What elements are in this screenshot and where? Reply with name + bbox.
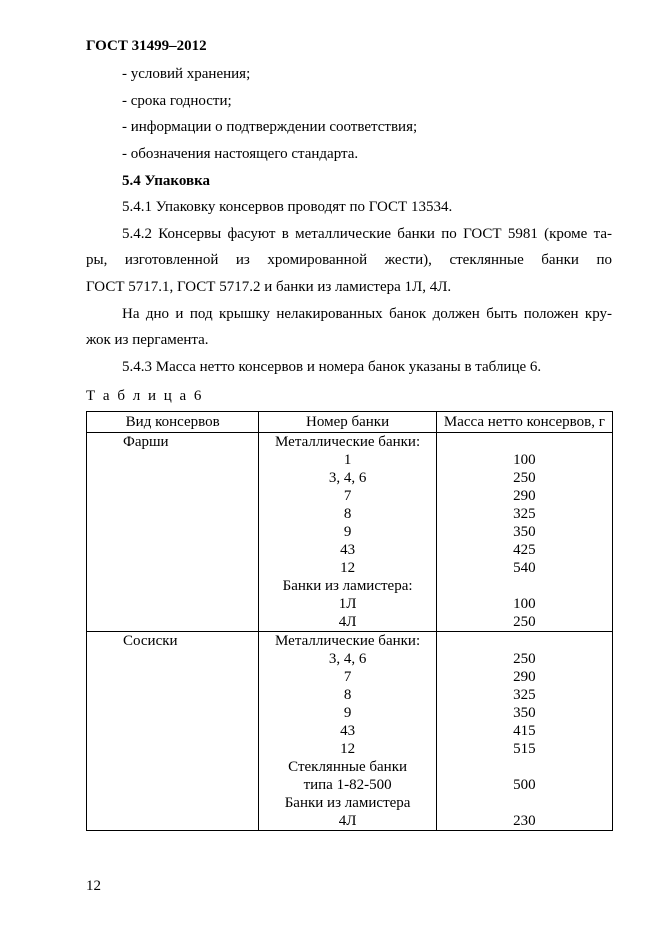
paragraph-bottom-line2: жок из пергамента. [86,332,209,348]
can-number: 9 [343,705,352,721]
can-number: 1Л [338,596,357,612]
can-number: 43 [340,542,356,558]
document-header: ГОСТ 31499–2012 [86,38,207,54]
net-mass: 415 [513,723,536,739]
can-number-cell [259,632,436,831]
can-number: Металлические банки: [275,434,421,450]
kind-cell: Фарши [87,433,259,632]
kind-cell: Сосиски [87,632,259,831]
paragraph-5-4-2-line3: ГОСТ 5717.1, ГОСТ 5717.2 и банки из ламистера 1Л, 4Л. [86,279,452,295]
can-number: 1 [343,452,352,468]
can-number: 4Л [338,813,357,829]
column-header-net-mass: Масса нетто консервов, г [436,412,612,433]
can-number-cell [259,433,436,632]
list-item: - обозначения настоящего стандарта. [122,146,359,162]
net-mass [437,632,612,650]
can-number: 7 [343,488,352,504]
paragraph-5-4-2-line1: 5.4.2 Консервы фасуют в металлические банки по ГОСТ 5981 (кроме та- [122,226,612,242]
can-number: Металлические банки: [275,633,421,649]
list-item: - срока годности; [122,93,232,109]
can-number: Банки из ламистера [284,795,411,811]
column-header-can-number: Номер банки [259,412,436,433]
paragraph-5-4-2-line2: ры, изготовленной из хромированной жести), стеклянные банки по [86,252,612,268]
table-6 [86,411,613,831]
table-row [87,632,613,831]
net-mass: 425 [513,542,536,558]
section-heading: 5.4 Упаковка [122,173,211,189]
net-mass: 290 [513,488,536,504]
net-mass [437,794,612,812]
net-mass: 250 [513,614,536,630]
net-mass: 100 [513,596,536,612]
can-number: 43 [340,723,356,739]
net-mass: 325 [513,687,536,703]
can-number: 4Л [338,614,357,630]
can-number: Стеклянные банки [288,759,408,775]
net-mass [437,577,612,595]
can-number: 9 [343,524,352,540]
can-number: 8 [343,687,352,703]
net-mass: 290 [513,669,536,685]
net-mass: 350 [513,524,536,540]
table-caption: Т а б л и ц а 6 [86,388,204,404]
can-number: 3, 4, 6 [328,651,367,667]
net-mass: 500 [513,777,536,793]
can-number: Банки из ламистера: [282,578,413,594]
net-mass: 230 [513,813,536,829]
can-number: 3, 4, 6 [328,470,367,486]
column-header-kind: Вид консервов [87,412,259,433]
paragraph-bottom-line1: На дно и под крышку нелакированных банок должен быть положен кру- [122,306,612,322]
net-mass-cell [436,433,612,632]
list-item: - условий хранения; [122,66,251,82]
net-mass: 100 [513,452,536,468]
list-item: - информации о подтверждении соответствия; [122,119,418,135]
net-mass: 515 [513,741,536,757]
can-number: 12 [340,741,356,757]
page-number: 12 [86,878,101,894]
can-number: типа 1-82-500 [303,777,392,793]
can-number: 8 [343,506,352,522]
can-number: 12 [340,560,356,576]
net-mass [437,758,612,776]
table-row [87,433,613,632]
net-mass: 325 [513,506,536,522]
net-mass: 250 [513,470,536,486]
net-mass: 250 [513,651,536,667]
net-mass-cell [436,632,612,831]
net-mass: 350 [513,705,536,721]
net-mass: 540 [513,560,536,576]
can-number: 7 [343,669,352,685]
net-mass [437,433,612,451]
paragraph-5-4-3: 5.4.3 Масса нетто консервов и номера банок указаны в таблице 6. [122,359,542,375]
paragraph-5-4-1: 5.4.1 Упаковку консервов проводят по ГОСТ 13534. [122,199,453,215]
